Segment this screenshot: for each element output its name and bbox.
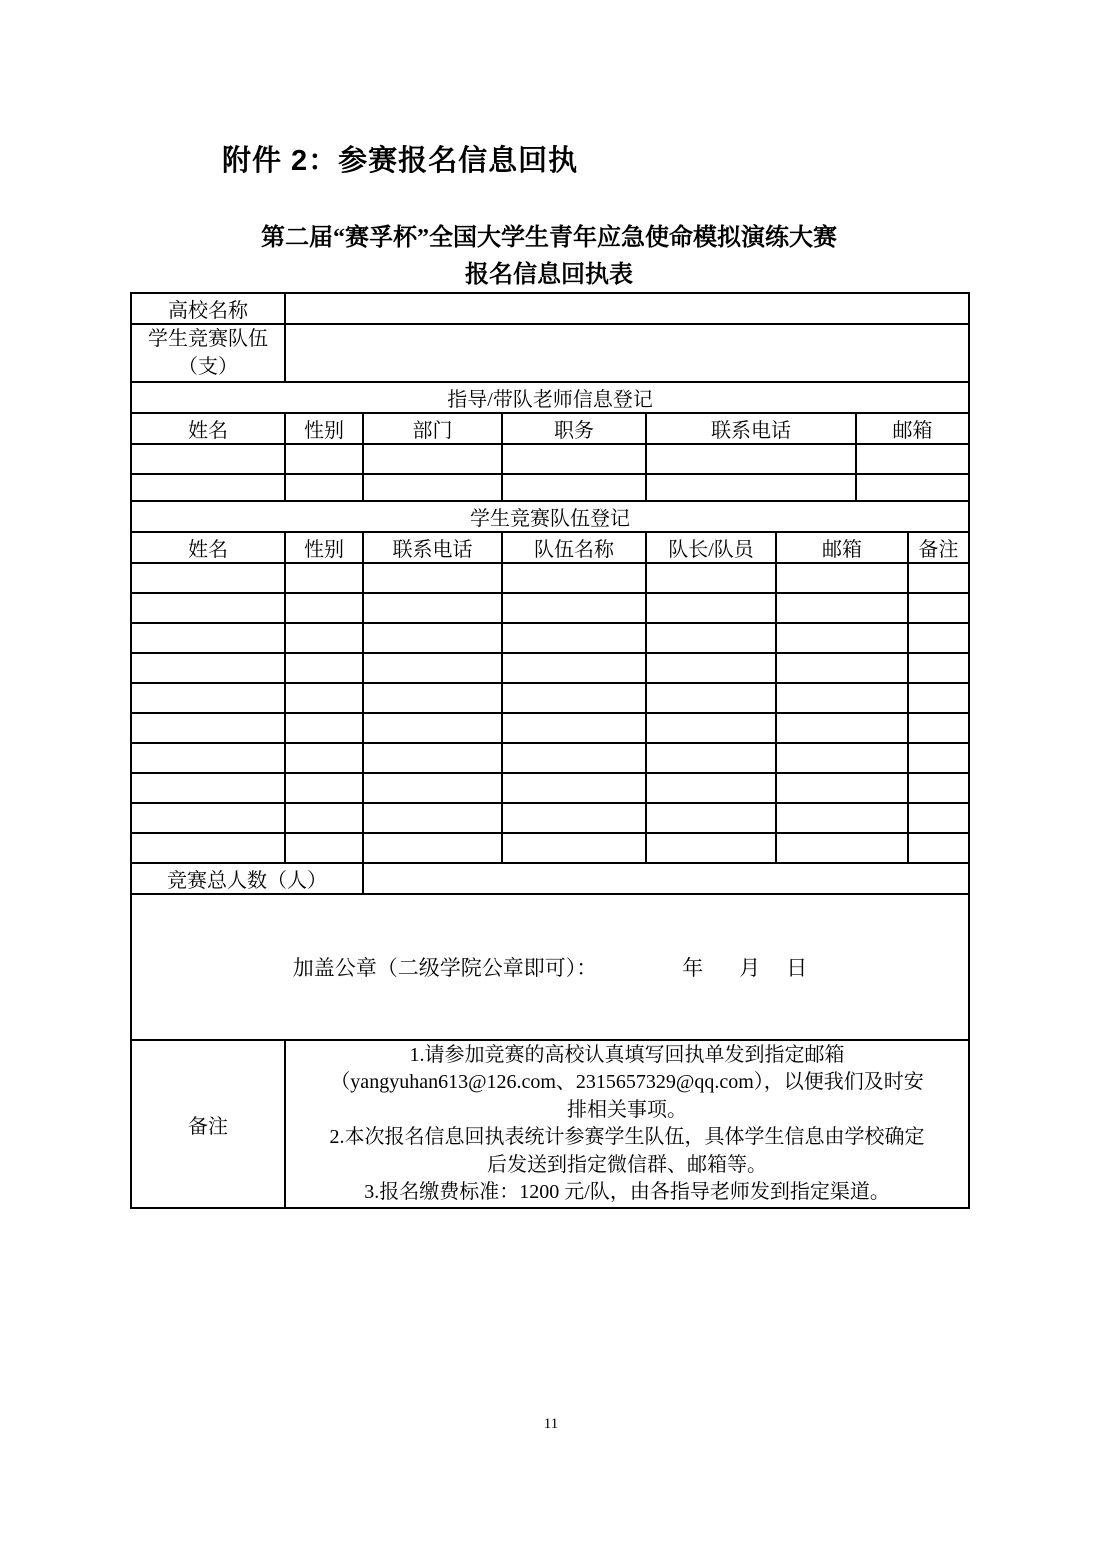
registration-table: [130, 292, 970, 1209]
student-empty-row: [131, 773, 969, 803]
note-line: 1.请参加竞赛的高校认真填写回执单发到指定邮箱: [409, 1043, 845, 1066]
teacher-empty-row: [131, 444, 969, 474]
teacher-col-email: 邮箱: [856, 413, 969, 444]
student-empty-row: [131, 593, 969, 623]
stamp-year-label: 年: [682, 956, 704, 980]
form-title: 报名信息回执表: [465, 262, 633, 288]
stamp-label: 加盖公章（二级学院公章即可）：: [292, 956, 598, 980]
student-empty-row: [131, 833, 969, 863]
school-name-label: 高校名称: [131, 293, 285, 324]
stamp-row: [131, 894, 969, 1040]
student-col-team-name: 队伍名称: [502, 532, 646, 563]
teacher-columns-row: [131, 413, 969, 444]
team-count-value-cell: [285, 324, 969, 382]
student-empty-row: [131, 623, 969, 653]
school-name-row: [131, 293, 969, 324]
note-line: 3.报名缴费标准：1200 元/队，由各指导老师发到指定渠道。: [364, 1181, 890, 1203]
school-name-value-cell: [285, 293, 969, 324]
page-number: 11: [543, 1416, 559, 1432]
notes-label: 备注: [131, 1040, 285, 1208]
student-col-gender: 性别: [285, 532, 363, 563]
total-count-label: 竞赛总人数（人）: [131, 863, 363, 894]
student-section-header-row: [131, 501, 969, 532]
attachment-title: 附件 2：参赛报名信息回执: [222, 145, 579, 177]
student-columns-row: [131, 532, 969, 563]
teacher-section-title: 指导/带队老师信息登记: [131, 382, 969, 413]
stamp-month-label: 月: [739, 956, 761, 980]
student-empty-row: [131, 683, 969, 713]
notes-content: [285, 1040, 969, 1208]
note-line: 排相关事项。: [567, 1098, 688, 1121]
note-line: 后发送到指定微信群、邮箱等。: [487, 1153, 768, 1176]
student-section-title: 学生竞赛队伍登记: [131, 501, 969, 532]
student-empty-row: [131, 743, 969, 773]
note-line: （yangyuhan613@126.com、2315657329@qq.com），以便我们及时安: [330, 1071, 924, 1093]
student-col-phone: 联系电话: [363, 532, 502, 563]
teacher-col-gender: 性别: [285, 413, 363, 444]
student-col-remark: 备注: [908, 532, 969, 563]
teacher-col-phone: 联系电话: [646, 413, 856, 444]
total-count-row: [131, 863, 969, 894]
student-col-name: 姓名: [131, 532, 285, 563]
competition-title: 第二届“赛孚杯”全国大学生青年应急使命模拟演练大赛: [261, 225, 837, 251]
teacher-col-department: 部门: [363, 413, 502, 444]
student-empty-row: [131, 563, 969, 593]
form-heading: [130, 220, 968, 294]
note-line: 2.本次报名信息回执表统计参赛学生队伍，具体学生信息由学校确定: [329, 1126, 925, 1148]
stamp-day-label: 日: [786, 956, 808, 980]
student-empty-row: [131, 713, 969, 743]
notes-row: [131, 1040, 969, 1208]
student-empty-row: [131, 653, 969, 683]
total-count-value-cell: [363, 863, 969, 894]
stamp-cell: [131, 894, 969, 1040]
teacher-empty-row: [131, 474, 969, 501]
team-count-row: [131, 324, 969, 382]
teacher-col-name: 姓名: [131, 413, 285, 444]
teacher-col-position: 职务: [502, 413, 646, 444]
teacher-section-header-row: [131, 382, 969, 413]
student-col-role: 队长/队员: [646, 532, 776, 563]
student-empty-row: [131, 803, 969, 833]
team-count-label: 学生竞赛队伍 （支）: [131, 324, 285, 382]
student-col-email: 邮箱: [776, 532, 908, 563]
